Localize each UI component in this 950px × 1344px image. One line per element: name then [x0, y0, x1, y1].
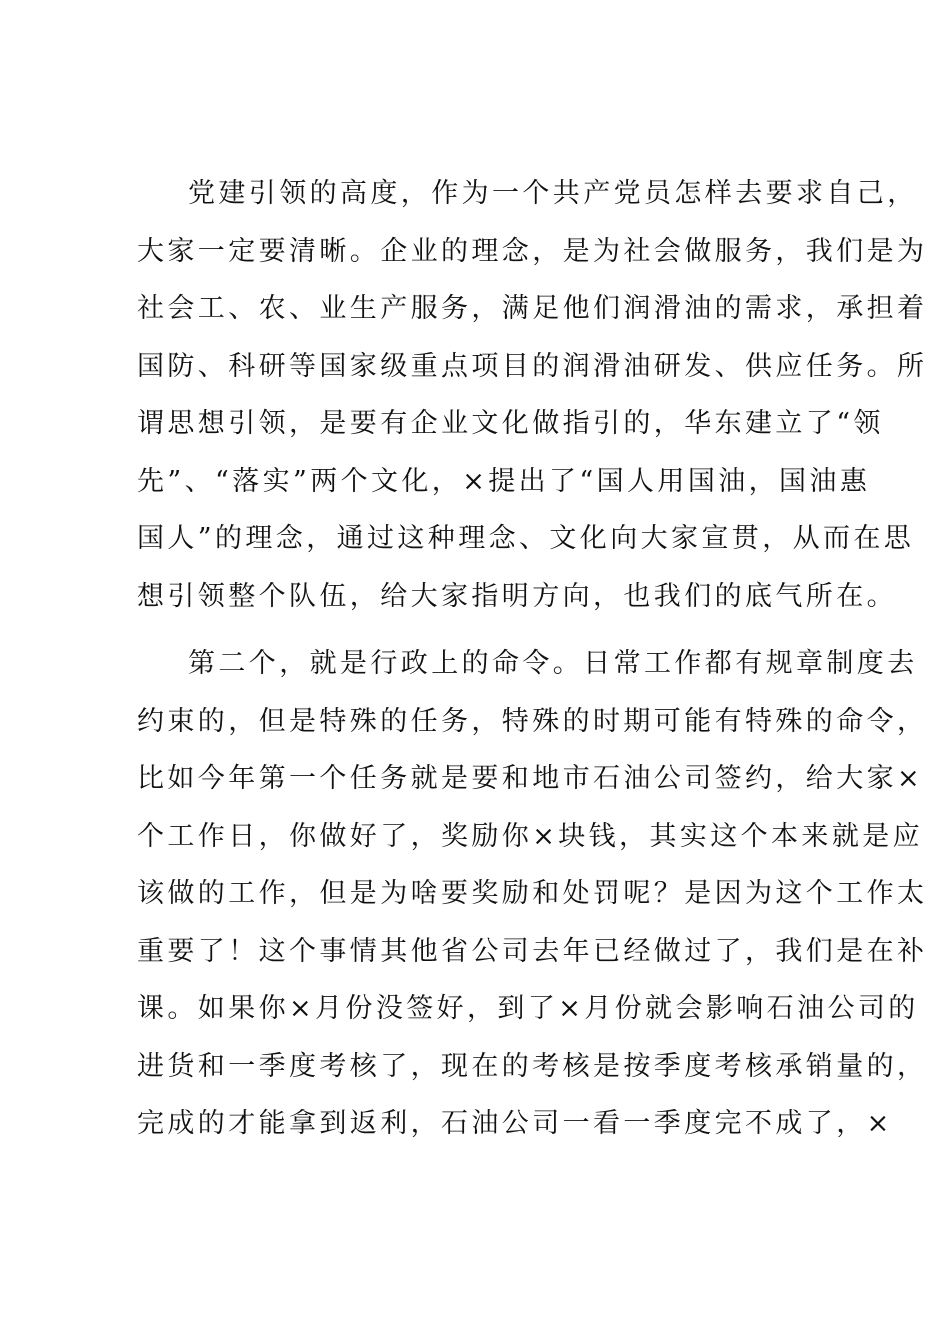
text-line: 个工作日，你做好了，奖励你×块钱，其实这个本来就是应 [137, 820, 924, 852]
text-line: 第二个，就是行政上的命令。日常工作都有规章制度去 [188, 648, 918, 679]
text-line: 比如今年第一个任务就是要和地市石油公司签约，给大家× [137, 763, 924, 794]
text-line: 社会工、农、业生产服务，满足他们润滑油的需求，承担着 [137, 293, 928, 324]
text-line: 大家一定要清晰。企业的理念，是为社会做服务，我们是为 [137, 235, 928, 267]
paragraph-1 [137, 165, 928, 625]
text-line: 想引领整个队伍，给大家指明方向，也我们的底气所在。 [137, 580, 897, 612]
text-line: 国防、科研等国家级重点项目的润滑油研发、供应任务。所 [137, 350, 928, 382]
text-line: 约束的，但是特殊的任务，特殊的时期可能有特殊的命令， [137, 705, 928, 737]
text-line: 进货和一季度考核了，现在的考核是按季度考核承销量的， [137, 1050, 928, 1082]
text-line: 重要了！这个事情其他省公司去年已经做过了，我们是在补 [137, 935, 928, 967]
paragraph-2 [137, 635, 928, 1153]
text-line: 国人”的理念，通过这种理念、文化向大家宣贯，从而在思 [137, 523, 915, 554]
text-line: 党建引领的高度，作为一个共产党员怎样去要求自己， [188, 178, 918, 209]
text-line: 完成的才能拿到返利，石油公司一看一季度完不成了，× [137, 1108, 893, 1139]
document-body [137, 165, 928, 1153]
text-line: 该做的工作，但是为啥要奖励和处罚呢？是因为这个工作太 [137, 878, 928, 909]
text-line: 课。如果你×月份没签好，到了×月份就会影响石油公司的 [137, 993, 919, 1024]
text-line: 谓思想引领，是要有企业文化做指引的，华东建立了“领 [137, 408, 884, 439]
text-line: 先”、“落实”两个文化，×提出了“国人用国油，国油惠 [137, 465, 871, 497]
